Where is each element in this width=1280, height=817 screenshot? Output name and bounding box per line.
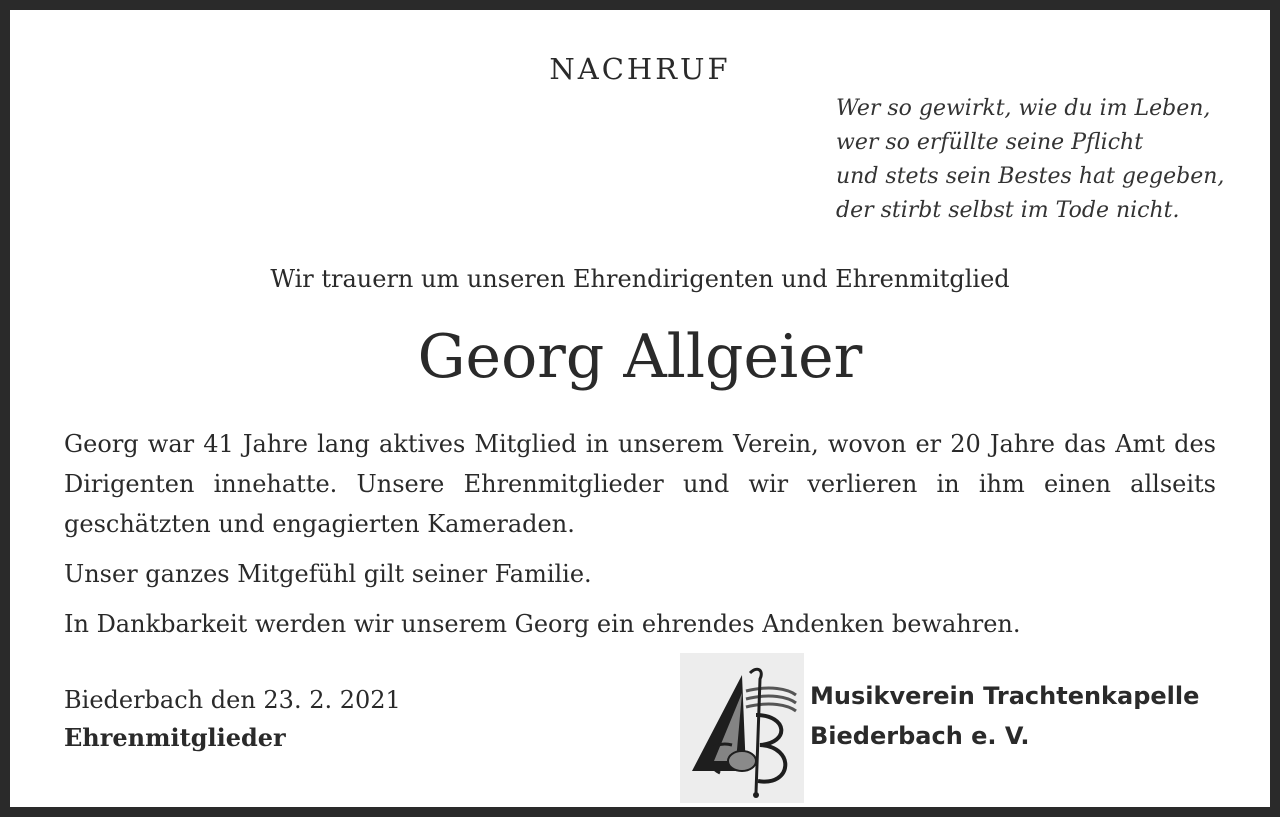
poem-line: wer so erfüllte seine Pflicht (836, 130, 1144, 155)
memorial-poem (836, 92, 1224, 228)
body-paragraph: Unser ganzes Mitgefühl gilt seiner Familie. (64, 560, 592, 588)
place-and-date: Biederbach den 23. 2. 2021 (64, 686, 401, 714)
notice-title: NACHRUF (549, 52, 731, 86)
logo-note-head (728, 751, 756, 771)
club-name (810, 676, 1199, 756)
deceased-name: Georg Allgeier (417, 322, 863, 392)
poem-line: und stets sein Bestes hat gegeben, (836, 164, 1225, 189)
club-name-line: Biederbach e. V. (810, 722, 1030, 750)
signer: Ehrenmitglieder (64, 723, 286, 752)
poem-line: Wer so gewirkt, wie du im Leben, (836, 96, 1211, 121)
music-club-logo-icon (680, 653, 804, 803)
body-paragraph: In Dankbarkeit werden wir unserem Georg ein ehrendes Andenken bewahren. (64, 610, 1021, 638)
body-paragraph: Georg war 41 Jahre lang aktives Mitglied in unserem Verein, wovon er 20 Jahre das Amt des Dirigenten innehatte. Unsere Ehrenmitglieder und wir verlieren in ihm einen allseits geschätzten und engagierten Kameraden. (64, 430, 1216, 538)
obituary-body (64, 424, 1216, 654)
mourning-intro: Wir trauern um unseren Ehrendirigenten und Ehrenmitglied (270, 265, 1010, 293)
club-name-line: Musikverein Trachtenkapelle (810, 682, 1200, 710)
poem-line: der stirbt selbst im Tode nicht. (836, 198, 1180, 223)
